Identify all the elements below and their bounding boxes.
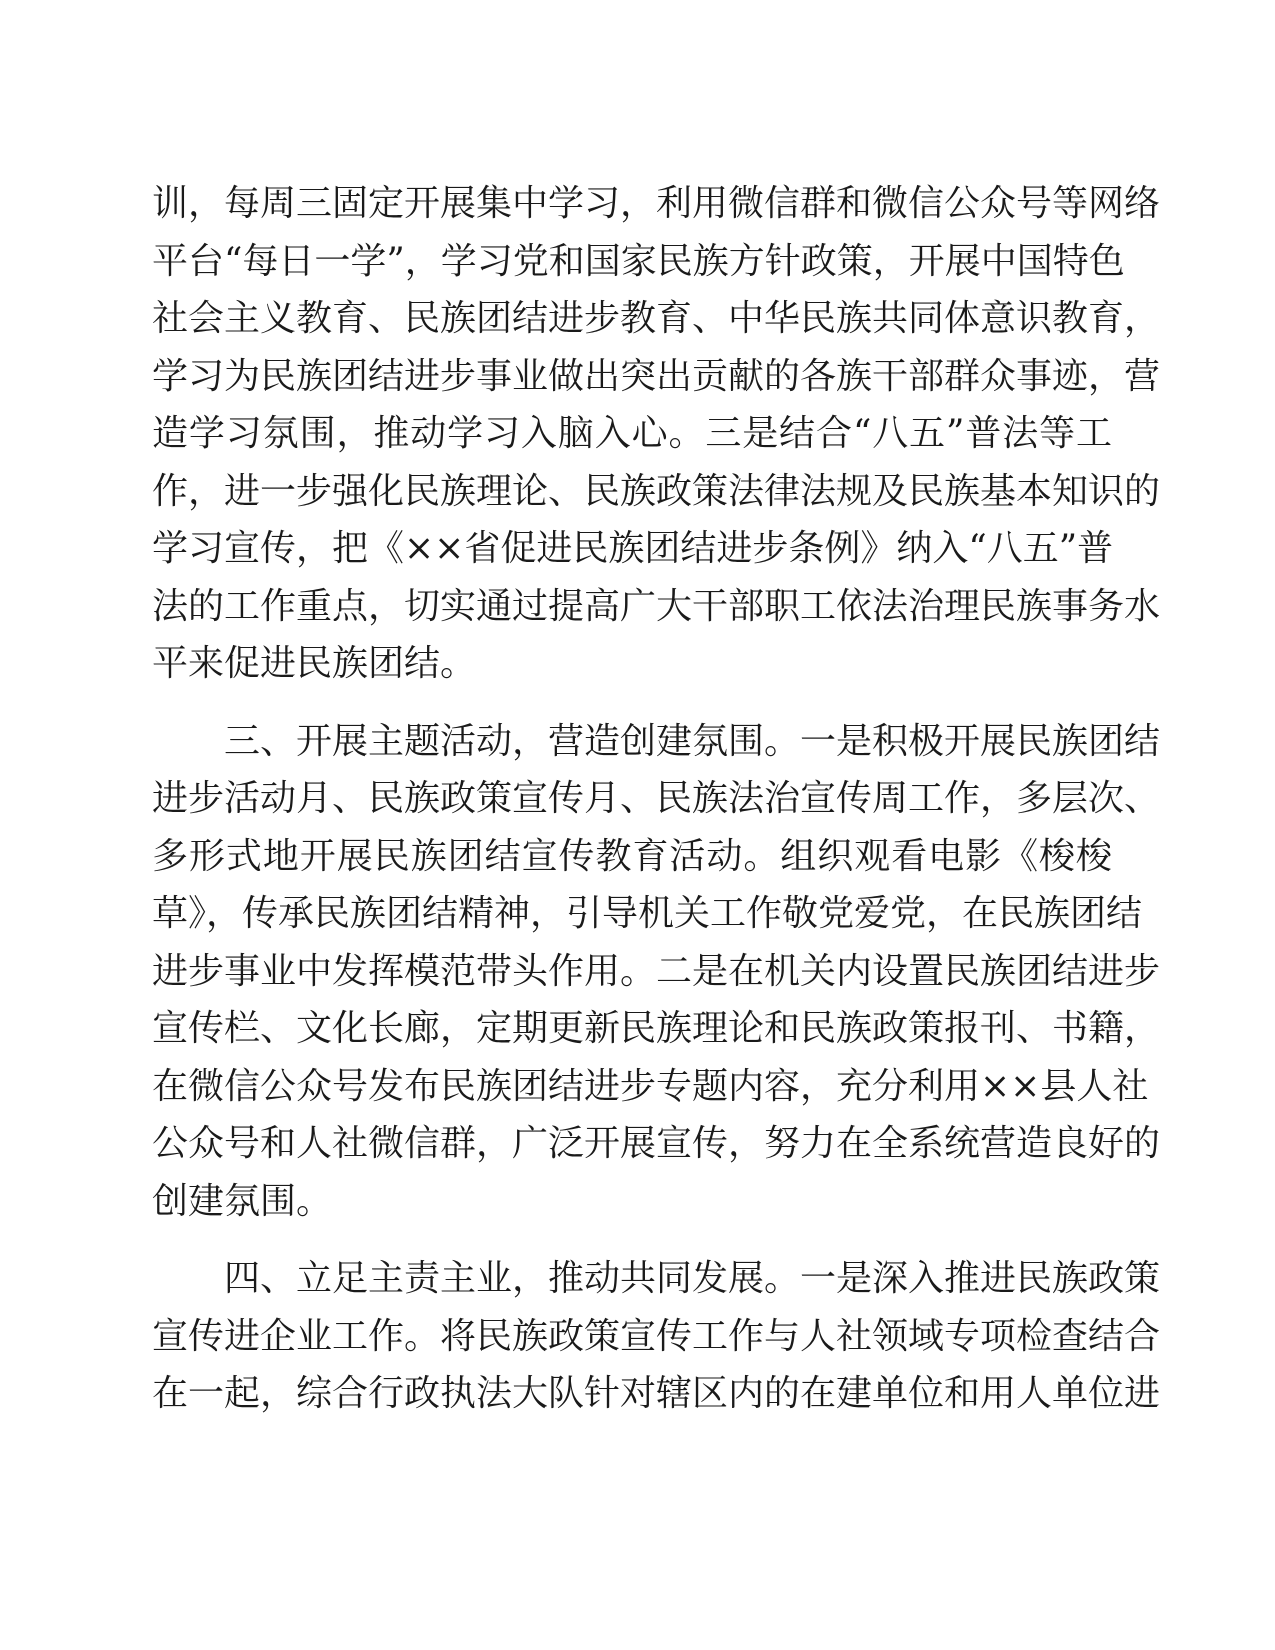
paragraph-continuation bbox=[152, 175, 1161, 693]
text-line: 在一起，综合行政执法大队针对辖区内的在建单位和用人单位进 bbox=[152, 1373, 1161, 1414]
text-line: 作，进一步强化民族理论、民族政策法律法规及民族基本知识的 bbox=[152, 470, 1161, 512]
text-line: 四、立足主责主业，推动共同发展。一是深入推进民族政策 bbox=[224, 1258, 1161, 1299]
text-line: 在微信公众号发布民族团结进步专题内容，充分利用××县人社 bbox=[152, 1065, 1149, 1107]
text-line: 进步事业中发挥模范带头作用。二是在机关内设置民族团结进步 bbox=[152, 950, 1161, 992]
text-line: 平来促进民族团结。 bbox=[152, 643, 477, 684]
text-line: 多形式地开展民族团结宣传教育活动。组织观看电影《梭梭 bbox=[152, 835, 1112, 877]
text-line: 法的工作重点，切实通过提高广大干部职工依法治理民族事务水 bbox=[152, 585, 1161, 627]
paragraph-section-four bbox=[152, 1250, 1161, 1423]
text-line: 平台“每日一学”，学习党和国家民族方针政策，开展中国特色 bbox=[152, 240, 1125, 282]
text-line: 造学习氛围，推动学习入脑入心。三是结合“八五”普法等工 bbox=[152, 413, 1112, 454]
text-line: 三、开展主题活动，营造创建氛围。一是积极开展民族团结 bbox=[224, 720, 1161, 762]
document-body bbox=[152, 175, 1161, 1423]
text-line: 创建氛围。 bbox=[152, 1180, 333, 1222]
text-line: 学习为民族团结进步事业做出突出贡献的各族干部群众事迹，营 bbox=[152, 355, 1161, 397]
text-line: 进步活动月、民族政策宣传月、民族法治宣传周工作，多层次、 bbox=[152, 778, 1161, 819]
paragraph-spacer bbox=[152, 1230, 1112, 1250]
text-line: 宣传进企业工作。将民族政策宣传工作与人社领域专项检查结合 bbox=[152, 1315, 1161, 1357]
paragraph-section-three bbox=[152, 713, 1161, 1231]
text-line: 社会主义教育、民族团结进步教育、中华民族共同体意识教育， bbox=[152, 298, 1161, 339]
text-line: 公众号和人社微信群，广泛开展宣传，努力在全系统营造良好的 bbox=[152, 1123, 1161, 1164]
paragraph-spacer bbox=[152, 693, 1112, 713]
text-line: 宣传栏、文化长廊，定期更新民族理论和民族政策报刊、书籍， bbox=[152, 1008, 1161, 1049]
text-line: 草》，传承民族团结精神，引导机关工作敬党爱党，在民族团结 bbox=[152, 893, 1143, 934]
text-line: 学习宣传，把《××省促进民族团结进步条例》纳入“八五”普 bbox=[152, 528, 1114, 569]
text-line: 训，每周三固定开展集中学习，利用微信群和微信公众号等网络 bbox=[152, 183, 1161, 224]
